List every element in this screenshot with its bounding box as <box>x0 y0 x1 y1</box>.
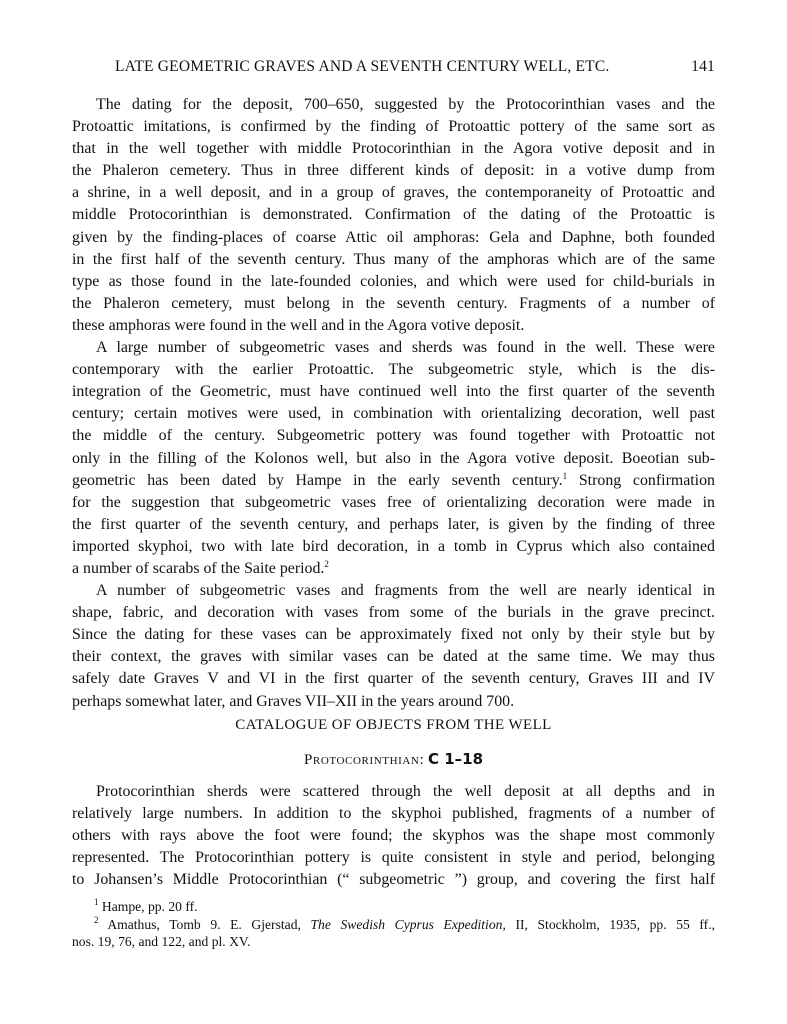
text-line: shape, fabric, and decoration with vases from some of the burials in the grave precinct. <box>72 604 715 622</box>
footnote-book-title: The Swedish Cyprus Expedition <box>310 916 503 932</box>
text-line: Protoattic imitations, is confirmed by the finding of Protoattic pottery of the same sort as <box>72 118 715 136</box>
text-line: Since the dating for these vases can be approximately fixed not only by their style but by <box>72 626 715 644</box>
footnote-marker: 2 <box>94 915 99 925</box>
footnote-text: , II, Stockholm, 1935, pp. 55 ff., <box>502 916 715 932</box>
running-head-title: LATE GEOMETRIC GRAVES AND A SEVENTH CENTURY WELL, ETC. <box>115 58 610 75</box>
text-line: contemporary with the earlier Protoattic. The subgeometric style, which is the dis- <box>72 361 715 379</box>
text-line <box>72 470 715 492</box>
text-line: integration of the Geometric, must have continued well into the first quarter of the seventh <box>72 383 715 401</box>
footnote-ref-1[interactable]: 1 <box>562 470 568 481</box>
section-label: Protocorinthian: <box>303 752 425 768</box>
text-line: given by the finding-places of coarse Attic oil amphoras: Gela and Daphne, both founded <box>72 228 715 246</box>
text-line: relatively large numbers. In addition to the skyphoi published, fragments of a number of <box>72 805 715 823</box>
text-line: their context, the graves with similar vases can be dated at the same time. We may thus <box>72 648 715 666</box>
text-line: a shrine, in a well deposit, and in a group of graves, the contemporaneity of Protoattic and <box>72 184 715 202</box>
text-line: safely date Graves V and VI in the first quarter of the seventh century, Graves III and IV <box>72 670 715 688</box>
text-span: a number of scarabs of the Saite period. <box>72 559 325 577</box>
text-span: geometric has been dated by Hampe in the early seventh century. <box>72 471 563 489</box>
footnote-2-continuation: nos. 19, 76, and 122, and pl. XV. <box>72 934 251 949</box>
text-line: A number of subgeometric vases and fragments from the well are nearly identical in <box>96 582 715 600</box>
text-line: only in the filling of the Kolonos well, but also in the Agora votive deposit. Boeotian sub- <box>72 449 715 467</box>
footnote-text: Amathus, Tomb 9. E. Gjerstad, <box>98 916 311 932</box>
footnote-text: Hampe, pp. 20 ff. <box>98 899 198 914</box>
text-line: Protocorinthian sherds were scattered through the well deposit at all depths and in <box>96 783 715 800</box>
text-line: imported skyphoi, two with late bird decoration, in a tomb in Cyprus which also contained <box>72 537 715 555</box>
text-line: middle Protocorinthian is demonstrated. Confirmation of the dating of the Protoattic is <box>72 206 715 224</box>
footnotes <box>72 898 715 951</box>
text-line: the first quarter of the seventh century, and perhaps later, is given by the finding of three <box>72 515 715 533</box>
footnote-ref-2[interactable]: 2 <box>324 558 329 569</box>
footnote-1 <box>72 898 715 916</box>
footnote-2 <box>72 916 715 934</box>
main-text <box>72 94 715 713</box>
text-line: to Johansen’s Middle Protocorinthian (“ subgeometric ”) group, and covering the first half <box>72 871 715 889</box>
footnote-marker: 1 <box>94 898 99 907</box>
text-line <box>72 558 715 580</box>
text-line: others with rays above the foot were found; the skyphos was the shape most commonly <box>72 827 715 845</box>
text-line: A large number of subgeometric vases and sherds was found in the well. These were <box>96 339 715 357</box>
text-line: the Phaleron cemetery, must belong in the seventh century. Fragments of a number of <box>72 294 715 312</box>
section-range: C 1–18 <box>428 750 484 768</box>
text-line: The dating for the deposit, 700–650, suggested by the Protocorinthian vases and the <box>96 96 715 113</box>
section-text <box>72 781 715 891</box>
text-line: these amphoras were found in the well and in the Agora votive deposit. <box>72 316 525 334</box>
running-head <box>115 58 715 78</box>
text-line: century; certain motives were used, in combination with orientalizing decoration, well past <box>72 405 715 423</box>
text-span: Strong confirmation <box>567 471 715 489</box>
paragraph-3 <box>72 580 715 713</box>
text-line: perhaps somewhat later, and Graves VII–XII in the years around 700. <box>72 692 515 710</box>
text-line: the Phaleron cemetery. Thus in three different kinds of deposit: in a votive dump from <box>72 162 715 180</box>
paragraph-2 <box>72 337 715 580</box>
section-heading <box>72 750 715 769</box>
page-number: 141 <box>691 58 715 75</box>
text-line: represented. The Protocorinthian pottery is quite consistent in style and period, belonging <box>72 849 715 867</box>
text-line: type as those found in the late-founded colonies, and which were used for child-burials in <box>72 272 715 290</box>
text-line: that in the well together with middle Protocorinthian in the Agora votive deposit and in <box>72 140 715 158</box>
catalogue-heading: CATALOGUE OF OBJECTS FROM THE WELL <box>235 717 552 733</box>
text-line: the middle of the century. Subgeometric pottery was found together with Protoattic not <box>72 427 715 445</box>
text-line: in the first half of the seventh century. Thus many of the amphoras which are of the same <box>72 250 715 268</box>
text-line: for the suggestion that subgeometric vases free of orientalizing decoration were made in <box>72 493 715 511</box>
paragraph-1 <box>72 94 715 337</box>
